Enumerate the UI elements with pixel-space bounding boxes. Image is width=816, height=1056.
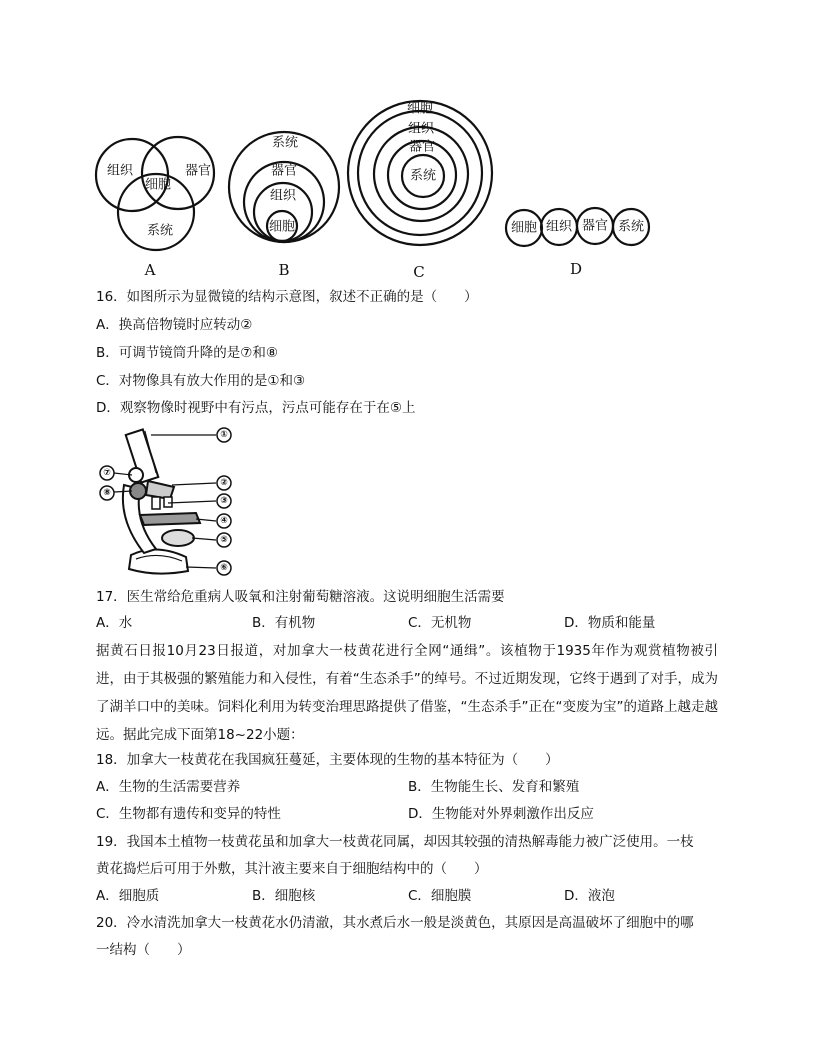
- option-b-label-system: 系统: [271, 135, 299, 151]
- q16-stem: 16．如图所示为显微镜的结构示意图，叙述不正确的是（ ）: [96, 289, 478, 305]
- option-d-label-cell: 细胞: [510, 220, 538, 236]
- q17-stem: 17．医生常给危重病人吸氧和注射葡萄糖溶液。这说明细胞生活需要: [96, 589, 505, 605]
- q19-option-b: B．细胞核: [252, 888, 316, 904]
- microscope-label-2: [217, 476, 231, 490]
- option-c-concentric-diagram: [348, 101, 492, 281]
- microscope-label-7: [100, 466, 114, 480]
- q17-option-c: C．无机物: [408, 615, 472, 631]
- option-a-label-organ: 器官: [184, 163, 212, 179]
- q17-options: [96, 613, 718, 633]
- option-a-letter: A: [144, 261, 156, 279]
- option-a-label-tissue: 组织: [106, 163, 134, 179]
- option-b-nested-diagram: [229, 132, 339, 279]
- microscope-label-6: [217, 561, 231, 575]
- microscope-label-3: [217, 494, 231, 508]
- option-a-label-system: 系统: [146, 223, 174, 239]
- q19-options: [96, 886, 718, 906]
- option-b-label-organ: 器官: [270, 163, 298, 179]
- q18-stem: 18．加拿大一枝黄花在我国疯狂蔓延，主要体现的生物的基本特征为（ ）: [96, 752, 559, 768]
- microscope-label-8: [100, 486, 114, 500]
- q19-option-c: C．细胞膜: [408, 888, 472, 904]
- q20-stem-line1: 20．冷水清洗加拿大一枝黄花水仍清澈，其水煮后水一般是淡黄色，其原因是高温破坏了细胞中的哪: [96, 915, 694, 931]
- option-a-venn-diagram: [96, 137, 214, 279]
- q16-option-a: A．换高倍物镜时应转动②: [96, 317, 253, 333]
- q18-options-row2: [96, 804, 718, 824]
- microscope-label-4: [217, 514, 231, 528]
- svg-text:③: ③: [220, 496, 228, 506]
- option-d-label-tissue: 组织: [545, 219, 573, 235]
- q18-option-d: D．生物能对外界刺激作出反应: [408, 806, 594, 822]
- svg-text:⑦: ⑦: [103, 468, 111, 478]
- svg-text:②: ②: [220, 478, 228, 488]
- q17-option-d: D．物质和能量: [564, 615, 656, 631]
- reading-passage: 据黄石日报10月23日报道，对加拿大一枝黄花进行全网“通缉”。该植物于1935年作为观赏植物被引进，由于其极强的繁殖能力和入侵性，有着“生态杀手”的绰号。不过近期发现，它终于遇到了对手，成为了湖羊口中的美味。饲料化利用为转变治理思路提供了借鉴，“生态杀手”正在“变废为宝”的道路上越走越远。据此完成下面第18~22小题：: [96, 643, 718, 743]
- q20-stem-line2: 一结构（ ）: [96, 942, 191, 958]
- option-c-label-organ: 器官: [408, 139, 436, 155]
- q17-option-b: B．有机物: [252, 615, 316, 631]
- q17-option-a: A．水: [96, 615, 133, 631]
- svg-text:⑤: ⑤: [220, 535, 228, 545]
- option-c-letter: C: [413, 263, 425, 281]
- q19-stem-line1: 19．我国本土植物一枝黄花虽和加拿大一枝黄花同属，却因其较强的清热解毒能力被广泛使用。一枝: [96, 834, 694, 850]
- q18-options-row1: [96, 777, 718, 797]
- microscope-label-5: [217, 533, 231, 547]
- cell-hierarchy-diagram: [90, 95, 670, 285]
- q16-option-d: D．观察物像时视野中有污点，污点可能存在于在⑤上: [96, 400, 416, 416]
- svg-text:①: ①: [220, 430, 228, 440]
- q16-option-c: C．对物像具有放大作用的是①和③: [96, 373, 306, 389]
- svg-text:⑧: ⑧: [103, 488, 111, 498]
- q18-option-c: C．生物都有遗传和变异的特性: [96, 806, 281, 822]
- microscope-label-1: [217, 428, 231, 442]
- option-c-label-cell: 细胞: [406, 101, 434, 117]
- option-d-label-system: 系统: [617, 219, 645, 235]
- option-b-label-tissue: 组织: [269, 188, 297, 204]
- microscope-figure: [96, 425, 246, 580]
- svg-text:⑥: ⑥: [220, 563, 228, 573]
- q19-stem-line2: 黄花捣烂后可用于外敷，其汁液主要来自于细胞结构中的（ ）: [96, 861, 488, 877]
- option-a-label-cell: 细胞: [144, 177, 172, 193]
- q16-option-b: B．可调节镜筒升降的是⑦和⑧: [96, 345, 278, 361]
- option-b-letter: B: [278, 261, 290, 279]
- q19-option-d: D．液泡: [564, 888, 615, 904]
- option-b-label-cell: 细胞: [268, 219, 296, 235]
- q18-option-b: B．生物能生长、发育和繁殖: [408, 779, 580, 795]
- q18-option-a: A．生物的生活需要营养: [96, 779, 241, 795]
- option-c-label-system: 系统: [409, 168, 437, 184]
- svg-text:④: ④: [220, 516, 228, 526]
- option-c-label-tissue: 组织: [407, 121, 435, 137]
- option-d-label-organ: 器官: [581, 218, 609, 234]
- option-d-row-diagram: [506, 208, 649, 278]
- q19-option-a: A．细胞质: [96, 888, 160, 904]
- option-d-letter: D: [569, 260, 583, 278]
